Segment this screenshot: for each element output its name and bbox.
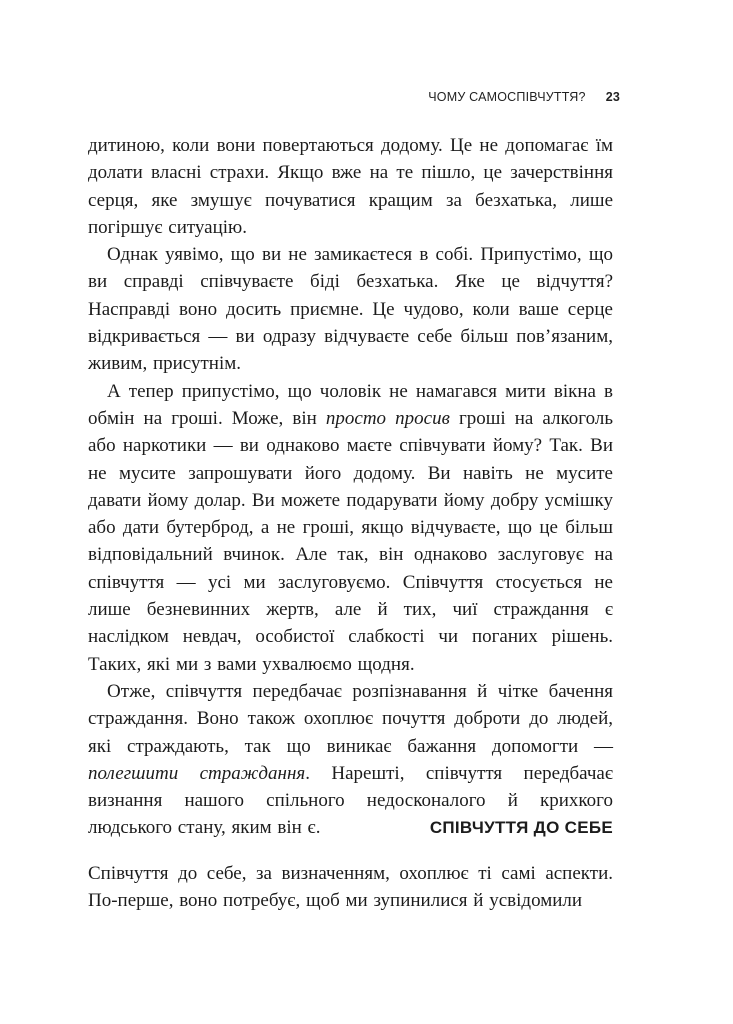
running-head [428, 90, 620, 104]
paragraph [88, 241, 613, 377]
section-paragraph [88, 860, 613, 915]
text-run: Отже, співчуття передбачає розпізнавання й чітке бачення страждання. Воно також охоплює почуття доброти до людей, які страждають, так що виникає бажання допомогти — [88, 680, 613, 757]
text-run: Однак уявімо, що ви не замикаєтеся в собі. Припустімо, що ви справді співчуваєте біді безхатька. Яке це відчуття? Насправді воно досить приємне. Це чудово, коли ваше серце відкривається — ви одразу відчуваєте себе більш пов’язаним, живим, присутнім. [88, 244, 613, 375]
text-run: . Нарешті, співчуття передбачає визнання нашого спільного недосконалого й крихкого людського стану, яким він є. [88, 762, 613, 839]
paragraph [88, 132, 613, 241]
emphasis-text: полегшити страждання [88, 762, 306, 784]
body-text [88, 132, 613, 842]
section-heading: СПІВЧУТТЯ ДО СЕБЕ [429, 818, 613, 837]
text-run: Співчуття до себе, за визначенням, охоплює ті самі аспекти. По-перше, воно потребує, щоб ми зупинилися й усвідомили [88, 863, 613, 912]
text-run: А тепер припустімо, що чоловік не намагався мити вікна в обмін на гроші. Може, він [88, 380, 613, 429]
text-run: дитиною, коли вони повертаються додому. Це не допомагає їм долати власні страхи. Якщо вже на те пішло, це зачерствіння серця, яке змушує почуватися кращим за безхатька, лише погіршує ситуацію. [88, 135, 613, 238]
page-number: 23 [605, 90, 620, 104]
text-run: гроші на алкоголь або наркотики — ви однаково маєте співчувати йому? Так. Ви не мусите запрошувати його додому. Ви навіть не мусите давати йому долар. Ви можете подарувати йому добру усмішку або дати бутерброд, а не гроші, якщо відчуваєте, що це більш відповідальний вчинок. Але так, він однаково заслуговує на співчуття — усі ми заслуговуємо. Співчуття стосується не лише безневинних жертв, але й тих, чиї страждання є наслідком невдач, особистої слабкості чи поганих рішень. Таких, які ми з вами ухвалюємо щодня. [88, 407, 613, 675]
emphasis-text: просто просив [325, 407, 450, 429]
chapter-title: ЧОМУ САМОСПІВЧУТТЯ? [428, 90, 586, 104]
paragraph [88, 378, 613, 678]
section-body-text [88, 860, 613, 915]
